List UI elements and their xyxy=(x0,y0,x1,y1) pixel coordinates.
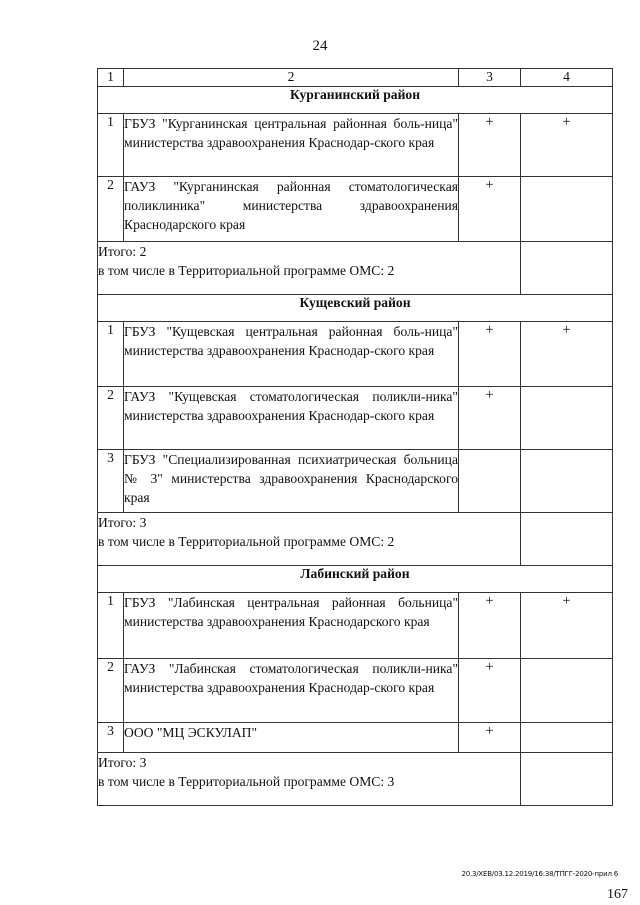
row-number: 2 xyxy=(98,387,124,450)
column-3-mark: + xyxy=(459,322,521,387)
total-oms-count: в том числе в Территориальной программе ОМС: 2 xyxy=(98,263,395,278)
row-number: 1 xyxy=(98,114,124,177)
column-4-mark xyxy=(521,659,613,723)
table-row xyxy=(98,177,613,242)
total-row xyxy=(98,513,613,566)
table-row xyxy=(98,450,613,513)
total-empty-cell xyxy=(521,242,613,295)
corner-page-number: 167 xyxy=(607,887,628,902)
row-number: 1 xyxy=(98,593,124,659)
table-row xyxy=(98,723,613,753)
row-number: 1 xyxy=(98,322,124,387)
column-4-mark xyxy=(521,450,613,513)
organization-name: ГБУЗ "Кущевская центральная районная боль-ница" министерства здравоохранения Краснодар-ского края xyxy=(124,322,459,387)
column-4-mark: + xyxy=(521,114,613,177)
total-count: Итого: 2 xyxy=(98,244,147,259)
row-number: 3 xyxy=(98,450,124,513)
column-3-mark: + xyxy=(459,659,521,723)
column-header-1: 1 xyxy=(98,69,124,87)
total-count: Итого: 3 xyxy=(98,755,147,770)
column-4-mark xyxy=(521,387,613,450)
column-header-2: 2 xyxy=(124,69,459,87)
table-row xyxy=(98,387,613,450)
medical-organizations-table xyxy=(97,68,613,806)
section-total xyxy=(98,753,521,806)
total-row xyxy=(98,242,613,295)
column-4-mark: + xyxy=(521,593,613,659)
document-footer-code: 20.3/ХЕВ/03.12.2019/16:38/ТПГГ-2020-прил 6 xyxy=(461,870,618,878)
total-count: Итого: 3 xyxy=(98,515,147,530)
district-header-row xyxy=(98,566,613,593)
total-empty-cell xyxy=(521,513,613,566)
organization-name: ГБУЗ "Специализированная психиатрическая больница № 3" министерства здравоохранения Краснодарского края xyxy=(124,450,459,513)
organization-name: ГБУЗ "Лабинская центральная районная больница" министерства здравоохранения Краснодарского края xyxy=(124,593,459,659)
column-3-mark: + xyxy=(459,387,521,450)
section-total xyxy=(98,242,521,295)
table-row xyxy=(98,659,613,723)
column-4-mark: + xyxy=(521,322,613,387)
total-empty-cell xyxy=(521,753,613,806)
organization-name: ГАУЗ "Кущевская стоматологическая поликли-ника" министерства здравоохранения Краснодар-ского края xyxy=(124,387,459,450)
organization-name: ГАУЗ "Лабинская стоматологическая поликли-ника" министерства здравоохранения Краснодар-ского края xyxy=(124,659,459,723)
district-header-row xyxy=(98,295,613,322)
district-title: Лабинский район xyxy=(98,566,613,593)
organization-name: ГАУЗ "Курганинская районная стоматологическая поликлиника" министерства здравоохранения Краснодарского края xyxy=(124,177,459,242)
table-row xyxy=(98,593,613,659)
column-3-mark xyxy=(459,450,521,513)
column-3-mark: + xyxy=(459,593,521,659)
total-oms-count: в том числе в Территориальной программе ОМС: 2 xyxy=(98,534,395,549)
total-oms-count: в том числе в Территориальной программе ОМС: 3 xyxy=(98,774,395,789)
column-3-mark: + xyxy=(459,114,521,177)
district-header-row xyxy=(98,87,613,114)
organization-name: ГБУЗ "Курганинская центральная районная боль-ница" министерства здравоохранения Краснодар-ского края xyxy=(124,114,459,177)
total-row xyxy=(98,753,613,806)
row-number: 2 xyxy=(98,659,124,723)
page-number: 24 xyxy=(312,38,328,54)
table-header-row xyxy=(98,69,613,87)
column-header-3: 3 xyxy=(459,69,521,87)
column-3-mark: + xyxy=(459,723,521,753)
organization-name: ООО "МЦ ЭСКУЛАП" xyxy=(124,723,459,753)
column-4-mark xyxy=(521,723,613,753)
row-number: 3 xyxy=(98,723,124,753)
row-number: 2 xyxy=(98,177,124,242)
column-3-mark: + xyxy=(459,177,521,242)
district-title: Кущевский район xyxy=(98,295,613,322)
table-row xyxy=(98,322,613,387)
district-title: Курганинский район xyxy=(98,87,613,114)
table-row xyxy=(98,114,613,177)
column-4-mark xyxy=(521,177,613,242)
column-header-4: 4 xyxy=(521,69,613,87)
section-total xyxy=(98,513,521,566)
